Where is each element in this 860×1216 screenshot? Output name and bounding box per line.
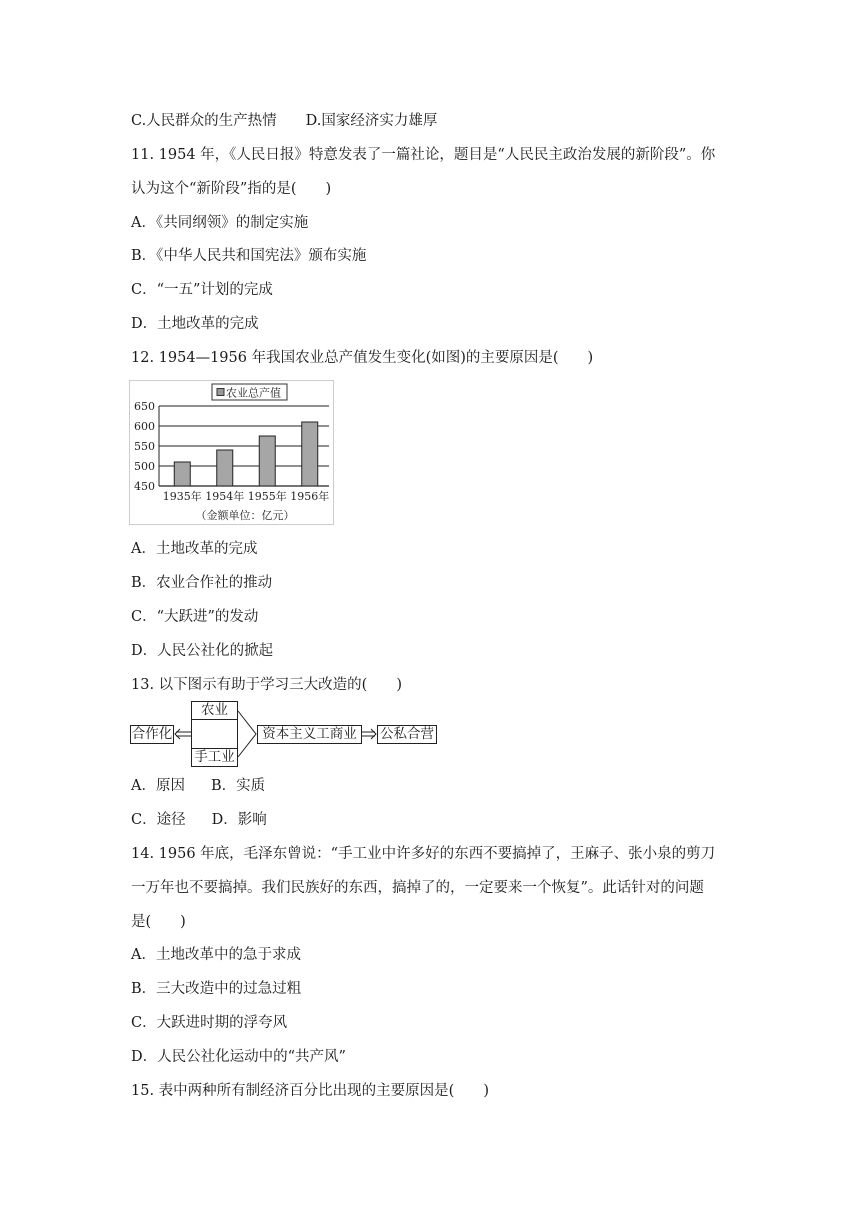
question-11-stem-line2: 认为这个“新阶段”指的是( ) xyxy=(131,181,332,197)
question-12-option-a: A．土地改革的完成 xyxy=(131,541,258,557)
y-tick-label: 450 xyxy=(134,480,155,493)
question-15-stem: 15. 表中两种所有制经济百分比出现的主要原因是( ) xyxy=(131,1083,489,1099)
arrow-to-joint-head xyxy=(371,729,376,739)
diagram-box-handicraft: 手工业 xyxy=(191,748,238,767)
question-13-options-cd xyxy=(131,810,267,830)
question-14-option-b: B．三大改造中的过急过粗 xyxy=(131,981,302,997)
question-13-stem: 13. 以下图示有助于学习三大改造的( ) xyxy=(131,677,402,693)
question-14-option-c: C．大跃进时期的浮夸风 xyxy=(131,1015,288,1031)
question-14-stem-line1: 14. 1956 年底，毛泽东曾说：“手工业中许多好的东西不要搞掉了，王麻子、张小泉的剪刀 xyxy=(131,846,716,862)
diagram-box-capitalist-commerce: 资本主义工商业 xyxy=(257,725,362,744)
question-14-stem-line3: 是( ) xyxy=(131,914,186,930)
x-tick-label: 1954年 xyxy=(205,490,245,503)
x-tick-label: 1935年 xyxy=(162,490,202,503)
question-13-option-b: B．实质 xyxy=(210,778,266,794)
diagram-box-cooperation: 合作化 xyxy=(131,726,173,742)
question-11-option-c: C．“一五”计划的完成 xyxy=(131,282,273,298)
x-tick-label: 1956年 xyxy=(290,490,330,503)
question-13-options-ab xyxy=(131,776,265,796)
question-11-stem-line1: 11. 1954 年，《人民日报》特意发表了一篇社论，题目是“人民民主政治发展的新阶段”。你 xyxy=(131,147,716,163)
question-12-option-d: D．人民公社化的掀起 xyxy=(131,643,274,659)
question-11-option-a: A．《共同纲领》的制定实施 xyxy=(131,215,309,231)
arrow-to-coop-head xyxy=(175,729,180,739)
chevron-to-capital xyxy=(238,711,256,757)
diagram-box-joint-ownership: 公私合营 xyxy=(377,725,437,744)
y-tick-label: 600 xyxy=(134,420,155,433)
question-14-option-a: A．土地改革中的急于求成 xyxy=(131,947,301,963)
question-13-option-d: D．影响 xyxy=(211,812,267,828)
y-tick-label: 550 xyxy=(134,440,155,453)
question-13-option-a: A．原因 xyxy=(131,778,185,794)
question-14-option-d: D．人民公社化运动中的“共产风” xyxy=(131,1049,346,1065)
y-tick-label: 650 xyxy=(134,400,155,413)
question-12-option-c: C．“大跃进”的发动 xyxy=(131,609,259,625)
question-11-option-d: D．土地改革的完成 xyxy=(131,316,259,332)
question-14-stem-line2: 一万年也不要搞掉。我们民族好的东西，搞掉了的，一定要来一个恢复”。此话针对的问题 xyxy=(131,880,704,896)
option-line-c-d-q10: C.人民群众的生产热情 D.国家经济实力雄厚 xyxy=(131,113,438,129)
x-tick-label: 1955年 xyxy=(247,490,287,503)
question-12-option-b: B．农业合作社的推动 xyxy=(131,575,273,591)
question-12-stem: 12. 1954—1956 年我国农业总产值发生变化(如图)的主要原因是( ) xyxy=(131,350,594,366)
diagram-box-agriculture: 农业 xyxy=(191,701,238,720)
chart-unit-label: （金额单位：亿元） xyxy=(195,509,295,522)
y-tick-label: 500 xyxy=(134,460,155,473)
question-13-option-c: C．途径 xyxy=(131,812,186,828)
question-11-option-b: B．《中华人民共和国宪法》颁布实施 xyxy=(131,248,367,264)
legend-label: 农业总产值 xyxy=(226,386,281,400)
